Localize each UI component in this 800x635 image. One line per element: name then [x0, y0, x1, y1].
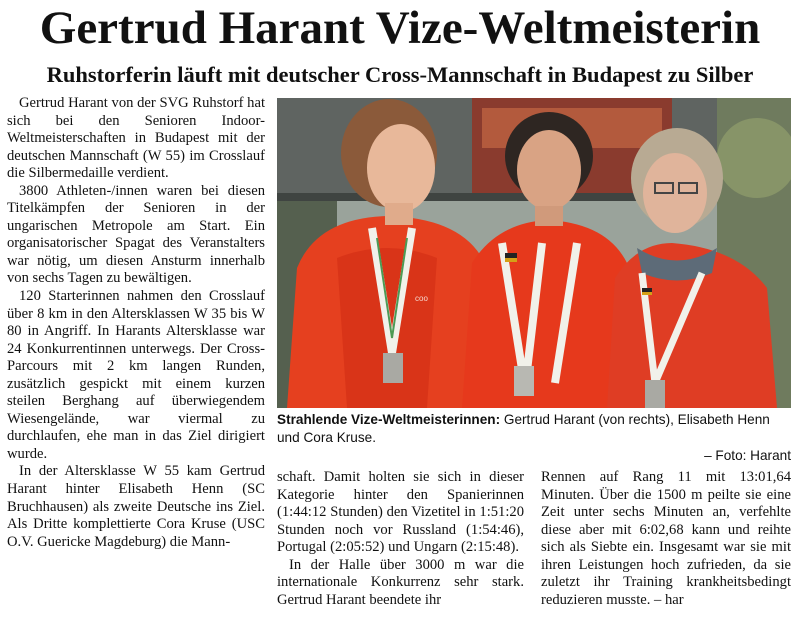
article-column-3 [541, 469, 791, 609]
photo-caption [277, 411, 791, 465]
paragraph: 3800 Athleten-/innen waren bei diesen Titelkämpfen der Senioren in der ungarischen Metropole am Start. Ein organisatorischer Spagat des Veranstalters war nötig, um diesen Ansturm innerhalb von sechs Tagen zu bewältigen. [7, 182, 265, 287]
medalists-photo [277, 98, 791, 408]
photo-credit: – Foto: Harant [704, 448, 791, 463]
caption-lead: Strahlende Vize-Weltmeisterinnen: [277, 412, 501, 427]
article-column-2 [277, 469, 524, 609]
headline: Gertrud Harant Vize-Weltmeisterin [39, 2, 761, 54]
subheadline: Ruhstorferin läuft mit deutscher Cross-Mannschaft in Budapest zu Silber [46, 62, 754, 87]
caption-text: Gertrud Harant (von rechts), Elisabeth Henn und Cora Kruse. [277, 412, 770, 445]
paragraph: Rennen auf Rang 11 mit 13:01,64 Minuten. Über die 1500 m peilte sie eine Zeit unter sechs Minuten an, verfehlte diese aber mit 6:02,68 kann und reihte sich als Siebte ein. Insgesamt war sie mit ihren Leistungen hoch zufrieden, da sie zuletzt ihr Training krankheitsbedingt reduzieren musste. – har [541, 469, 791, 608]
paragraph: 120 Starterinnen nahmen den Crosslauf über 8 km in den Altersklassen W 35 bis W 80 in Angriff. In Harants Altersklasse war 24 Konkurrentinnen unterwegs. Der Cross-Parcours mit 2 km langen Runden, zusätzlich gespickt mit einem kurzen steilen Berghang auf überwiegendem Wiesengelände, war viermal zu durchlaufen, ehe man in das Ziel dirigiert wurde. [7, 288, 265, 462]
article-column-1 [7, 95, 265, 551]
paragraph: In der Halle über 3000 m war die internationale Konkurrenz sehr stark. Gertrud Harant beendete ihr [277, 556, 524, 608]
paragraph: schaft. Damit holten sie sich in dieser Kategorie hinter den Spanierinnen (1:44:12 Stunden) den Vizetitel in 1:51:20 Stunden noch vor Russland (1:54:46), Portugal (2:05:52) und Ungarn (2:15:48). [277, 469, 524, 556]
paragraph: Gertrud Harant von der SVG Ruhstorf hat sich bei den Senioren Indoor-Weltmeisterschaften in Budapest mit der deutschen Mannschaft (W 55) im Crosslauf die Silbermedaille verdient. [7, 95, 265, 182]
paragraph: In der Altersklasse W 55 kam Gertrud Harant hinter Elisabeth Henn (SC Bruchhausen) als zweite Deutsche ins Ziel. Als Dritte komplettierte Cora Kruse (USC O.V. Guericke Magdeburg) die Mann- [7, 463, 265, 550]
jacket-logo-text: coo [415, 294, 428, 303]
